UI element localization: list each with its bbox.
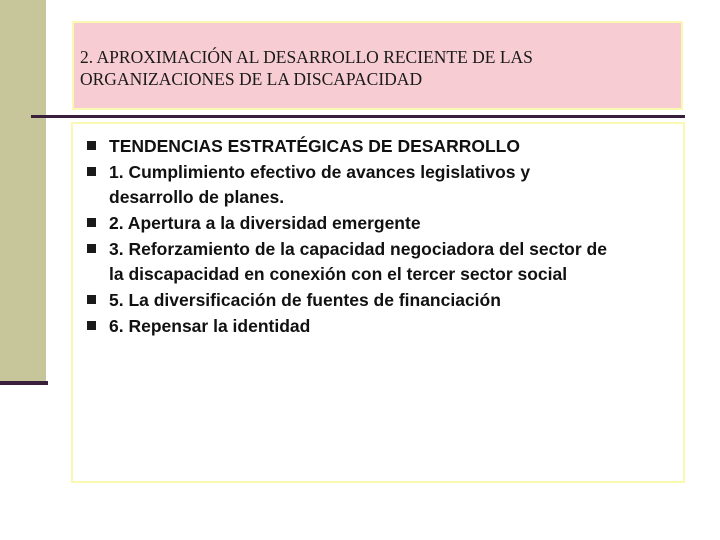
square-bullet-icon [87, 141, 96, 150]
bullet-item-6 [87, 313, 677, 339]
bullet-item-1 [87, 159, 677, 210]
slide-title-line-1: 2. APROXIMACIÓN AL DESARROLLO RECIENTE DE LAS [80, 47, 533, 67]
bullet-text-continuation: desarrollo de planes. [109, 187, 285, 207]
bullet-text-continuation: la discapacidad en conexión con el tercer sector social [109, 264, 568, 284]
square-bullet-icon [87, 244, 96, 253]
bullet-item-heading [87, 133, 677, 159]
bullet-list [87, 133, 677, 339]
bullet-text: TENDENCIAS ESTRATÉGICAS DE DESARROLLO [109, 136, 520, 156]
square-bullet-icon [87, 321, 96, 330]
bullet-item-3 [87, 236, 677, 287]
bullet-text: 3. Reforzamiento de la capacidad negociadora del sector de [109, 239, 607, 259]
bullet-text: 2. Apertura a la diversidad emergente [109, 213, 421, 233]
title-box [72, 21, 683, 110]
bullet-text: 5. La diversificación de fuentes de financiación [109, 290, 501, 310]
bullet-item-2 [87, 210, 677, 236]
square-bullet-icon [87, 167, 96, 176]
bullet-item-5 [87, 287, 677, 313]
square-bullet-icon [87, 218, 96, 227]
side-bar-accent-line [0, 381, 48, 385]
slide-title-line-2: ORGANIZACIONES DE LA DISCAPACIDAD [80, 69, 423, 89]
square-bullet-icon [87, 295, 96, 304]
slide-title [80, 46, 671, 90]
bullet-text: 6. Repensar la identidad [109, 316, 311, 336]
content-box [71, 122, 685, 483]
title-divider-line [31, 115, 685, 118]
bullet-text: 1. Cumplimiento efectivo de avances legislativos y [109, 162, 531, 182]
side-decoration-bar [0, 0, 46, 383]
